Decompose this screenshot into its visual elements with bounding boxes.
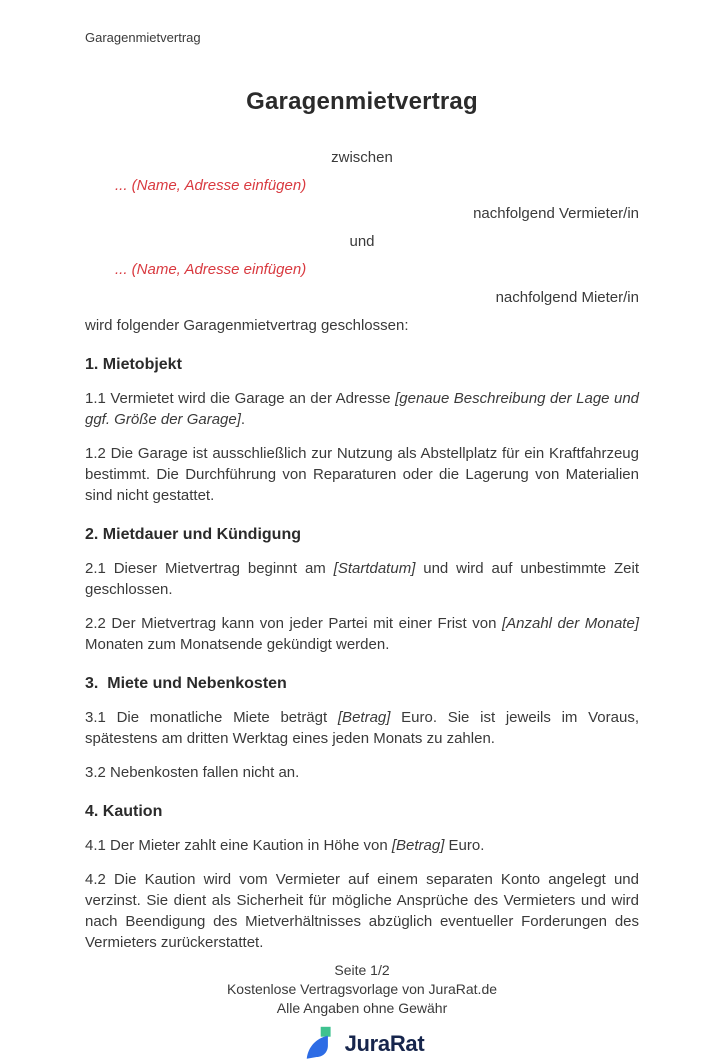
paragraph-text: .	[240, 411, 246, 428]
paragraph-text: und wird auf unbestimmte Zeit geschlossen.	[85, 560, 639, 598]
section-heading: 3. Miete und Nebenkosten	[85, 675, 287, 692]
contract-parties-intro	[85, 147, 639, 336]
page-footer	[0, 961, 724, 1061]
contract-paragraph	[85, 762, 639, 783]
paragraph-text: 4.2 Die Kaution wird vom Vermieter auf einem separaten Konto angelegt und verzinst. Sie dient als Sicherheit für mögliche Ansprüche des Vermieters und wird nach Beendigung des Mietverhältnisses abzüglich eventueller Forderungen des Vermieters zurückerstattet.	[85, 871, 639, 951]
landlord-designation: nachfolgend Vermieter/in	[473, 205, 639, 222]
document-title: Garagenmietvertrag	[246, 88, 478, 115]
jurarat-logo	[0, 1025, 724, 1061]
fill-in-placeholder: [Startdatum]	[333, 560, 416, 577]
paragraph-text: Euro.	[444, 837, 485, 854]
paragraph-text: 3.2 Nebenkosten fallen nicht an.	[85, 764, 300, 781]
fill-in-placeholder: [Betrag]	[337, 709, 391, 726]
page-indicator: Seite 1/2	[334, 962, 390, 978]
footer-source-line: Kostenlose Vertragsvorlage von JuraRat.de	[226, 981, 498, 997]
landlord-name-placeholder: ... (Name, Adresse einfügen)	[115, 177, 307, 194]
section-heading: 2. Mietdauer und Kündigung	[85, 526, 301, 543]
fill-in-placeholder: [genaue Beschreibung der Lage und ggf. Größe der Garage]	[85, 390, 639, 428]
paragraph-text: Euro. Sie ist jeweils im Voraus, spätestens am dritten Werktag eines jeden Monats zu zahlen.	[85, 709, 639, 747]
paragraph-text: 1.2 Die Garage ist ausschließlich zur Nutzung als Abstellplatz für ein Kraftfahrzeug bestimmt. Die Durchführung von Reparaturen oder die Lagerung von Materialien sind nicht gestattet.	[85, 445, 639, 504]
contract-intro-line: wird folgender Garagenmietvertrag geschlossen:	[85, 317, 409, 334]
tenant-name-placeholder: ... (Name, Adresse einfügen)	[115, 261, 307, 278]
paragraph-text: 1.1 Vermietet wird die Garage an der Adresse	[85, 390, 396, 407]
jurarat-logo-icon	[300, 1025, 336, 1061]
contract-paragraph	[85, 613, 639, 655]
fill-in-placeholder: [Anzahl der Monate]	[501, 615, 639, 632]
and-label: und	[349, 233, 375, 250]
paragraph-text: 2.1 Dieser Mietvertrag beginnt am	[85, 560, 334, 577]
contract-paragraph	[85, 869, 639, 953]
contract-paragraph	[85, 835, 639, 856]
tenant-designation: nachfolgend Mieter/in	[495, 289, 639, 306]
jurarat-logo-text: JuraRat	[344, 1030, 425, 1056]
footer-disclaimer: Alle Angaben ohne Gewähr	[276, 1000, 448, 1016]
between-label: zwischen	[331, 149, 393, 166]
paragraph-text: 4.1 Der Mieter zahlt eine Kaution in Höhe von	[85, 837, 392, 854]
running-header: Garagenmietvertrag	[85, 30, 201, 45]
contract-paragraph	[85, 443, 639, 506]
paragraph-text: Monaten zum Monatsende gekündigt werden.	[85, 636, 390, 653]
paragraph-text: 3.1 Die monatliche Miete beträgt	[85, 709, 338, 726]
contract-paragraph	[85, 558, 639, 600]
section-heading: 1. Mietobjekt	[85, 356, 182, 373]
contract-body	[85, 354, 639, 953]
fill-in-placeholder: [Betrag]	[391, 837, 445, 854]
contract-paragraph	[85, 707, 639, 749]
section-heading: 4. Kaution	[85, 803, 163, 820]
paragraph-text: 2.2 Der Mietvertrag kann von jeder Partei mit einer Frist von	[85, 615, 502, 632]
contract-paragraph	[85, 388, 639, 430]
